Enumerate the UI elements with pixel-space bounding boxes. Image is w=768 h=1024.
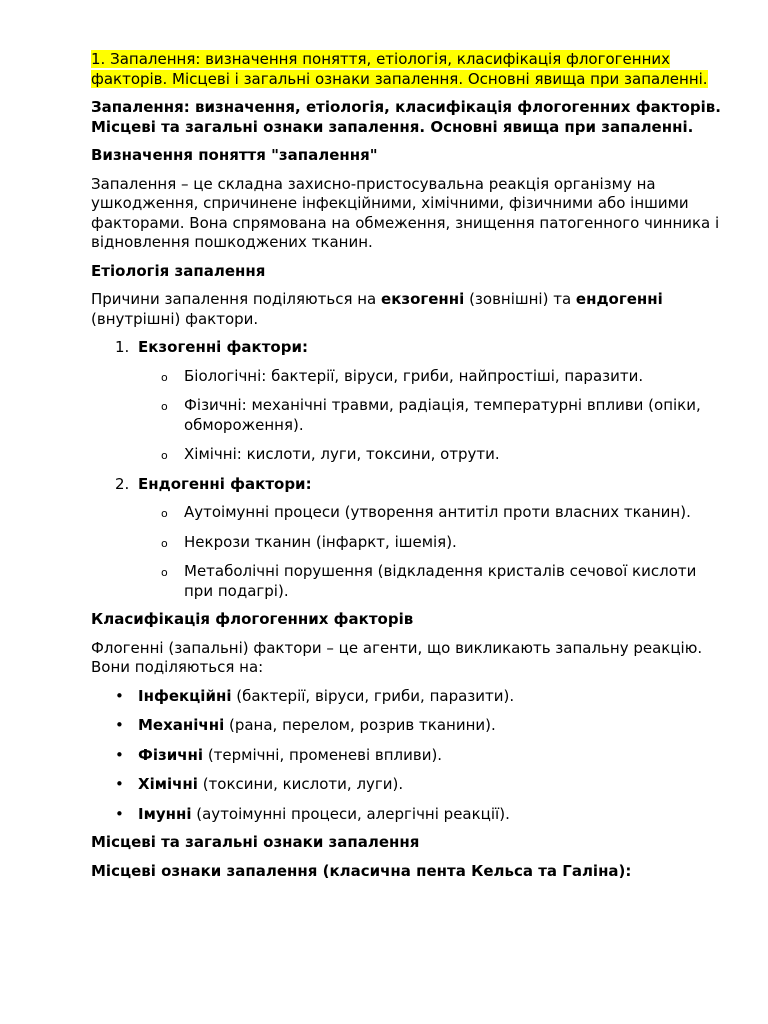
- classification-list: [91, 687, 721, 825]
- classification-intro: Флогенні (запальні) фактори – це агенти, що викликають запальну реакцію. Вони поділяються на:: [91, 638, 703, 676]
- definition-text: Запалення – це складна захисно-пристосувальна реакція організму на ушкодження, спричинене інфекційними, хімічними, фізичними або іншими факторами. Вона спрямована на обмеження, знищення патогенного чинника і відновлення пошкоджених тканин.: [91, 174, 720, 251]
- etiology-intro: [91, 290, 721, 329]
- bullet-icon: •: [115, 686, 124, 705]
- list-item-text: Аутоімунні процеси (утворення антитіл проти власних тканин).: [184, 503, 691, 521]
- exogenous-items: [138, 367, 721, 465]
- local-signs-heading: Місцеві ознаки запалення (класична пента Кельса та Галіна):: [91, 861, 632, 880]
- list-item-text: Метаболічні порушення (відкладення кристалів сечової кислоти при подагрі).: [184, 562, 697, 600]
- list-item: [138, 396, 721, 435]
- bullet-icon: •: [115, 775, 124, 793]
- list-number: 2.: [115, 474, 130, 493]
- group-title: Екзогенні фактори:: [138, 338, 308, 356]
- circle-bullet-icon: o: [161, 507, 168, 520]
- list-item: [91, 716, 721, 736]
- list-item: [138, 533, 721, 553]
- factor-desc: (аутоімунні процеси, алергічні реакції).: [191, 804, 510, 823]
- list-item-text: Фізичні: механічні травми, радіація, температурні впливи (опіки, обмороження).: [184, 396, 701, 434]
- factor-desc: (токсини, кислоти, луги).: [197, 775, 404, 793]
- circle-bullet-icon: o: [161, 536, 168, 550]
- list-item: [91, 775, 721, 795]
- list-item: [91, 687, 721, 707]
- factor-term: Механічні: [138, 716, 225, 734]
- factor-term: Імунні: [138, 804, 192, 823]
- document-content: [91, 50, 721, 881]
- topic-title: [91, 50, 721, 89]
- list-item: [138, 562, 721, 601]
- etiology-intro-part1: Причини запалення поділяються на: [91, 290, 382, 308]
- etiology-heading: Етіологія запалення: [91, 261, 266, 280]
- factor-term: Фізичні: [138, 745, 204, 764]
- etiology-intro-part3: (внутрішні) фактори.: [91, 309, 259, 328]
- circle-bullet-icon: o: [161, 400, 168, 413]
- factor-desc: (бактерії, віруси, гриби, паразити).: [231, 686, 515, 705]
- bullet-icon: •: [115, 745, 124, 764]
- signs-heading: Місцеві та загальні ознаки запалення: [91, 833, 420, 851]
- highlighted-topic: 1. Запалення: визначення поняття, етіологія, класифікація флогогенних факторів. Місцеві і загальні ознаки запалення. Основні явища при запаленні.: [91, 50, 708, 88]
- list-item: [91, 746, 721, 766]
- circle-bullet-icon: o: [161, 370, 168, 384]
- endogenous-term: ендогенні: [575, 290, 663, 308]
- bullet-icon: •: [115, 716, 124, 734]
- classification-heading: Класифікація флогогенних факторів: [91, 610, 414, 628]
- main-title: Запалення: визначення, етіологія, класифікація флогогенних факторів. Місцеві та загальні ознаки запалення. Основні явища при запаленні.: [91, 98, 721, 136]
- definition-heading: Визначення поняття "запалення": [91, 146, 378, 164]
- list-item: [138, 445, 721, 465]
- bullet-icon: •: [115, 804, 124, 823]
- etiology-group-endogenous: [91, 475, 721, 602]
- etiology-groups-list: [91, 338, 721, 601]
- list-item-text: Біологічні: бактерії, віруси, гриби, найпростіші, паразити.: [184, 366, 644, 385]
- list-item: [138, 367, 721, 387]
- list-item: [91, 805, 721, 825]
- circle-bullet-icon: o: [161, 566, 168, 579]
- etiology-intro-part2: (зовнішні) та: [464, 290, 576, 308]
- factor-desc: (рана, перелом, розрив тканини).: [224, 716, 496, 734]
- factor-term: Хімічні: [138, 775, 198, 793]
- list-item: [138, 503, 721, 523]
- list-number: 1.: [115, 338, 130, 356]
- list-item-text: Хімічні: кислоти, луги, токсини, отрути.: [184, 445, 500, 463]
- list-item-text: Некрози тканин (інфаркт, ішемія).: [184, 532, 457, 551]
- factor-term: Інфекційні: [138, 686, 232, 705]
- factor-desc: (термічні, променеві впливи).: [203, 745, 443, 764]
- endogenous-items: [138, 503, 721, 601]
- group-title: Ендогенні фактори:: [138, 474, 312, 493]
- exogenous-term: екзогенні: [381, 290, 465, 308]
- circle-bullet-icon: o: [161, 449, 168, 462]
- etiology-group-exogenous: [91, 338, 721, 465]
